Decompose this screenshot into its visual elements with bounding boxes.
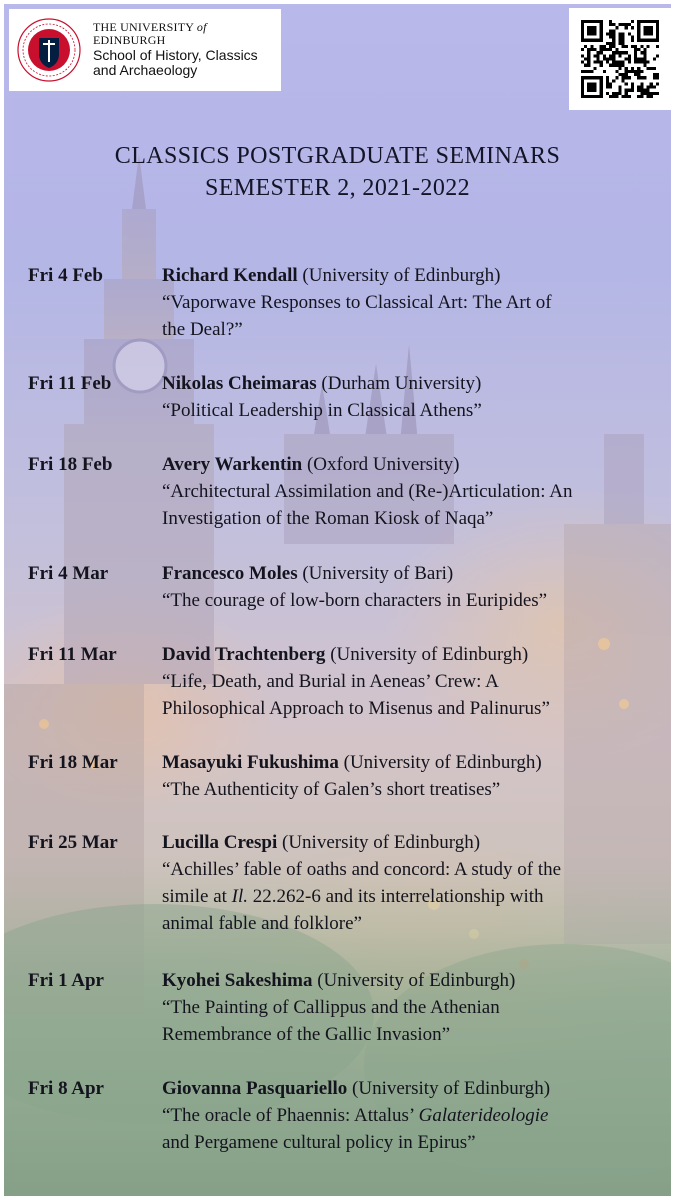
speaker-affiliation: (University of Edinburgh) [338,752,542,773]
speaker-affiliation: (Oxford University) [302,454,460,475]
talk-title-line: “Political Leadership in Classical Athens” [162,400,482,421]
talk-title-line: “The courage of low-born characters in Euripides” [162,590,548,611]
talk-title-line: animal fable and folklore” [162,913,362,934]
title-line-2: SEMESTER 2, 2021-2022 [204,175,471,201]
talk-title-line: simile at Il. 22.262-6 and its interrelationship with [162,886,544,907]
talk-title-line: “The Painting of Callippus and the Athenian [162,997,500,1018]
speaker-affiliation: (University of Edinburgh) [277,832,481,853]
talk-title-line: Remembrance of the Gallic Invasion” [162,1024,451,1045]
qr-code-icon [581,20,659,98]
speaker-affiliation: (University of Edinburgh) [347,1078,551,1099]
seminar-details [162,262,667,343]
seminar-date: Fri 18 Mar [28,752,118,773]
speaker-affiliation: (University of Bari) [297,563,454,584]
qr-code [569,8,671,110]
seminar-details [162,749,667,803]
poster-title [4,140,671,204]
speaker-affiliation: (University of Edinburgh) [297,265,501,286]
seminar-date: Fri 18 Feb [28,454,113,475]
seminar-date: Fri 11 Mar [28,644,117,665]
university-crest-icon [17,18,81,82]
talk-title-line: “The Authenticity of Galen’s short treatises” [162,779,501,800]
talk-title-line: Philosophical Approach to Misenus and Palinurus” [162,698,550,719]
seminar-date: Fri 25 Mar [28,832,118,853]
logo-text [93,21,281,79]
talk-title-line: “Vaporwave Responses to Classical Art: The Art of [162,292,552,313]
seminar-details [162,1075,667,1156]
talk-title-line: “The oracle of Phaennis: Attalus’ Galaterideologie [162,1105,549,1126]
seminar-details [162,370,667,424]
speaker-name: David Trachtenberg [162,644,326,665]
speaker-affiliation: (University of Edinburgh) [312,970,516,991]
seminar-poster [4,4,671,1196]
school-name-line-1: School of History, Classics [93,46,258,63]
university-name: THE UNIVERSITY of EDINBURGH [93,19,207,48]
speaker-name: Francesco Moles [162,563,298,584]
talk-title-line: Investigation of the Roman Kiosk of Naqa” [162,508,494,529]
speaker-name: Lucilla Crespi [162,832,278,853]
school-name-line-2: and Archaeology [93,62,198,79]
seminar-details [162,641,667,722]
seminar-date: Fri 1 Apr [28,970,104,991]
talk-title-line: “Life, Death, and Burial in Aeneas’ Crew: A [162,671,499,692]
speaker-name: Giovanna Pasquariello [162,1078,348,1099]
speaker-name: Avery Warkentin [162,454,303,475]
seminar-details [162,451,667,532]
speaker-name: Kyohei Sakeshima [162,970,313,991]
title-line-1: CLASSICS POSTGRADUATE SEMINARS [114,143,561,169]
speaker-name: Masayuki Fukushima [162,752,339,773]
seminar-date: Fri 8 Apr [28,1078,104,1099]
speaker-affiliation: (University of Edinburgh) [325,644,529,665]
university-logo [9,9,281,91]
talk-title-line: “Architectural Assimilation and (Re-)Articulation: An [162,481,573,502]
seminar-date: Fri 4 Feb [28,265,103,286]
seminar-details [162,560,667,614]
speaker-name: Richard Kendall [162,265,298,286]
speaker-name: Nikolas Cheimaras [162,373,317,394]
seminar-details [162,829,667,937]
talk-title-line: “Achilles’ fable of oaths and concord: A study of the [162,859,562,880]
speaker-affiliation: (Durham University) [316,373,482,394]
seminar-date: Fri 4 Mar [28,563,109,584]
seminar-details [162,967,667,1048]
seminar-date: Fri 11 Feb [28,373,112,394]
talk-title-line: the Deal?” [162,319,243,340]
talk-title-line: and Pergamene cultural policy in Epirus” [162,1132,476,1153]
